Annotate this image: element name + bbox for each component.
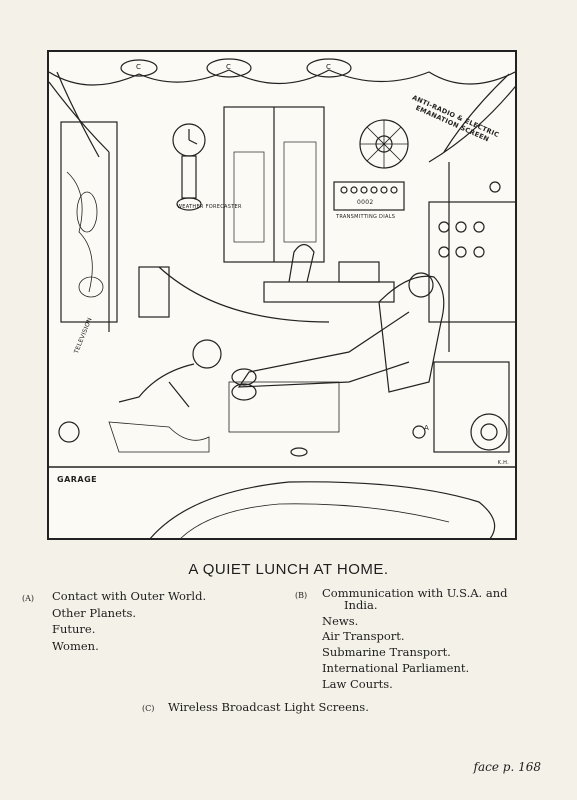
group-b-item: Communication with U.S.A. and (322, 586, 508, 600)
group-a-item: Women. (52, 638, 99, 653)
radio-box (339, 262, 379, 282)
mouse (291, 448, 307, 456)
curtain-left (49, 82, 109, 152)
child-body (119, 364, 194, 407)
group-c-text: Wireless Broadcast Light Screens. (168, 700, 369, 714)
illustration (47, 50, 517, 540)
child-head (193, 340, 221, 368)
man-body (239, 312, 409, 387)
spring-coil (59, 422, 79, 442)
artist-signature: K.H. (497, 460, 509, 466)
group-b-item: International Parliament. (322, 660, 470, 675)
cable (159, 267, 329, 322)
curtain-mark-1: C (136, 63, 142, 71)
caption-title: A QUIET LUNCH AT HOME. (188, 561, 389, 578)
group-a-list (52, 588, 206, 654)
dial-display-label: 0002 (357, 199, 374, 206)
gramophone (289, 245, 314, 283)
group-c-tag: (C) (142, 704, 155, 713)
machinery (434, 362, 509, 452)
screen-sign-label: ANTI-RADIO & ELECTRIC EMANATION SCREEN (410, 93, 501, 144)
television-label: TELEVISION (73, 316, 94, 355)
group-b-tag: (B) (295, 591, 308, 600)
group-a-item: Contact with Outer World. (52, 589, 207, 603)
group-b-item: Submarine Transport. (322, 645, 451, 660)
curtain-mark-3: C (326, 63, 332, 71)
weather-forecaster (182, 156, 196, 198)
group-b-item: India. (344, 597, 378, 612)
group-a-tag: (A) (22, 594, 35, 603)
group-b-list (322, 586, 507, 693)
weather-forecaster-label: WEATHER FORECASTER (177, 204, 242, 210)
marker-a-label: A (424, 424, 430, 432)
car (149, 482, 495, 540)
footstool (229, 382, 339, 432)
group-b-item: News. (322, 613, 359, 628)
garage-label: GARAGE (57, 475, 98, 484)
transmitting-dials-label: TRANSMITTING DIALS (336, 214, 396, 220)
page-reference: face p. 168 (473, 760, 541, 774)
group-a-item: Future. (52, 622, 96, 636)
group-b-item: Air Transport. (322, 629, 405, 644)
group-b-item: Law Courts. (322, 676, 393, 691)
toy (109, 422, 209, 452)
group-a-item: Other Planets. (52, 605, 137, 620)
control-panel (429, 202, 517, 322)
television-box (139, 267, 169, 317)
table (264, 282, 394, 302)
curtain-mark-2: C (226, 63, 232, 71)
